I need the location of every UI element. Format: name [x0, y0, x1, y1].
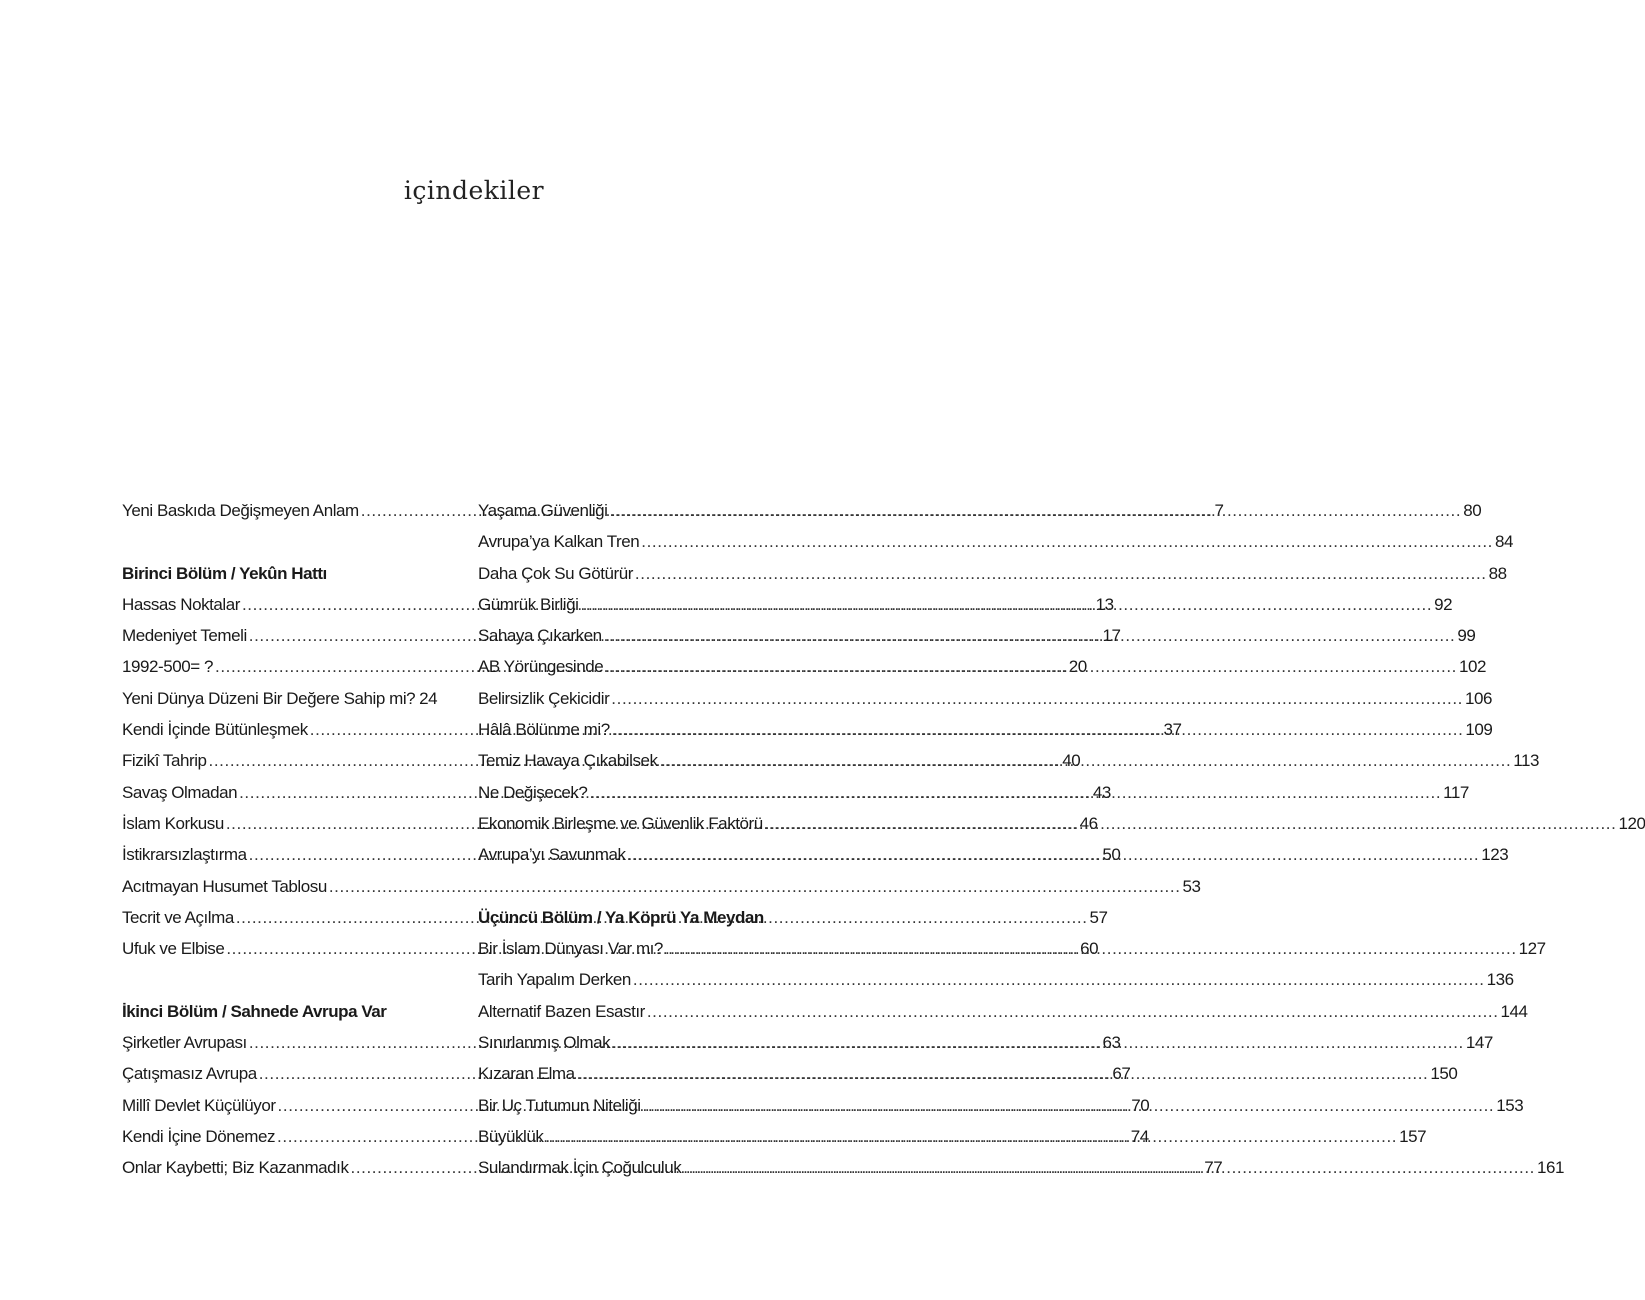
toc-entry-title: Yeni Baskıda Değişmeyen Anlam	[122, 501, 359, 520]
toc-entry-title: Sulandırmak İçin Çoğulculuk	[478, 1158, 682, 1178]
toc-leader-dots	[641, 526, 1493, 557]
toc-page-number: 50	[1102, 845, 1121, 865]
toc-page-number: 150	[1430, 1064, 1458, 1084]
toc-entry[interactable]	[478, 996, 1528, 1027]
toc-leader-dots	[577, 1058, 1429, 1089]
toc-entry-title: Kendi İçinde Bütünleşmek	[122, 720, 308, 740]
toc-page-number: 37	[1163, 720, 1182, 740]
toc-page-number: 67	[1112, 1064, 1131, 1084]
toc-entry-title: Temiz Havaya Çıkabilsek	[478, 751, 658, 771]
toc-entry-title: AB Yörüngesinde	[478, 657, 604, 677]
toc-entry-title: Tecrit ve Açılma	[122, 907, 234, 927]
toc-leader-dots	[545, 1121, 1397, 1152]
toc-page-number: 123	[1481, 845, 1509, 865]
toc-entry[interactable]	[122, 683, 438, 714]
toc-page-number: 84	[1494, 532, 1513, 552]
section-spacer	[478, 871, 792, 902]
toc-entry-title: Fizikî Tahrip	[122, 751, 207, 771]
toc-page-number: 147	[1465, 1033, 1493, 1053]
toc-page-number: 57	[1089, 907, 1108, 927]
toc-leader-dots	[660, 745, 1512, 776]
toc-page-number: 24	[419, 688, 438, 708]
toc-page-number: 88	[1488, 563, 1507, 583]
toc-leader-dots	[683, 1152, 1535, 1183]
toc-entry[interactable]	[478, 526, 1513, 557]
toc-entry-title: Bir İslam Dünyası Var mı?	[478, 939, 663, 959]
toc-leader-dots	[635, 558, 1487, 589]
toc-entry-title: Belirsizlik Çekicidir	[478, 688, 610, 708]
toc-entry[interactable]	[478, 964, 1514, 995]
toc-entry-title: Kızaran Elma	[478, 1064, 575, 1084]
toc-entry[interactable]	[478, 495, 1482, 526]
toc-entry-title: Ufuk ve Elbise	[122, 939, 225, 959]
toc-page-number: 7	[1214, 501, 1224, 520]
toc-page-number: 109	[1465, 720, 1493, 740]
toc-leader-dots	[589, 777, 1441, 808]
toc-entry[interactable]	[478, 683, 1493, 714]
toc-page-number: 113	[1513, 751, 1540, 771]
toc-entry-title: Hâlâ Bölünme mi?	[478, 720, 610, 740]
section-spacer	[122, 526, 428, 557]
toc-leader-dots	[628, 839, 1480, 870]
toc-leader-dots	[665, 933, 1517, 964]
toc-page-number: 53	[1182, 876, 1201, 896]
toc-page-number: 144	[1500, 1001, 1528, 1021]
toc-entry-title: Avrupa’yı Savunmak	[478, 845, 626, 865]
toc-page-number: 74	[1130, 1126, 1149, 1146]
toc-entry-title: Avrupa’ya Kalkan Tren	[478, 532, 640, 552]
toc-page-number: 60	[1080, 939, 1099, 959]
toc-page-number: 92	[1434, 594, 1453, 614]
toc-page-number: 102	[1458, 657, 1486, 677]
toc-entry-title: Gümrük Birliği	[478, 594, 579, 614]
toc-page-number: 99	[1457, 626, 1476, 646]
toc-leader-dots	[604, 620, 1456, 651]
toc-entry-title: Savaş Olmadan	[122, 782, 238, 802]
toc-entry-title: Hassas Noktalar	[122, 594, 240, 614]
toc-entry-title: Bir Uç Tutumun Niteliği	[478, 1095, 641, 1115]
toc-entry-title: İslam Korkusu	[122, 813, 224, 833]
toc-entry-title: Sınırlanmış Olmak	[478, 1033, 611, 1053]
toc-entry-title: Ekonomik Birleşme ve Güvenlik Faktörü	[478, 813, 763, 833]
toc-page-number: 120	[1618, 813, 1645, 833]
page-title: içindekiler	[403, 176, 545, 205]
toc-entry-title: Tarih Yapalım Derken	[478, 970, 631, 990]
toc-entry[interactable]	[478, 558, 1507, 589]
section-header: İkinci Bölüm / Sahnede Avrupa Var	[122, 1001, 387, 1021]
toc-entry-title: Yaşama Güvenliği	[478, 501, 608, 520]
toc-page-number: 127	[1518, 939, 1546, 959]
toc-entry-title: 1992-500= ?	[122, 657, 213, 677]
toc-entry-title: Ne Değişecek?	[478, 782, 588, 802]
toc-page-number: 117	[1443, 782, 1469, 802]
toc-page-number: 40	[1062, 751, 1081, 771]
toc-leader-dots	[647, 996, 1499, 1027]
toc-leader-dots	[610, 495, 1462, 526]
toc-page-number: 80	[1463, 501, 1482, 520]
toc-leader-dots	[612, 714, 1464, 745]
toc-page-number: 77	[1204, 1158, 1223, 1178]
toc-page-number: 13	[1095, 594, 1114, 614]
toc-entry-title: Acıtmayan Husumet Tablosu	[122, 876, 327, 896]
toc-entry-title: Şirketler Avrupası	[122, 1033, 247, 1053]
toc-page-number: 106	[1465, 688, 1493, 708]
toc-entry-title: Çatışmasız Avrupa	[122, 1064, 257, 1084]
toc-leader-dots	[643, 1090, 1495, 1121]
toc-entry-title: Millî Devlet Küçülüyor	[122, 1095, 276, 1115]
toc-entry-title: İstikrarsızlaştırma	[122, 845, 247, 865]
toc-entry-title: Daha Çok Su Götürür	[478, 563, 633, 583]
toc-page-number: 136	[1486, 970, 1514, 990]
toc-leader-dots	[605, 651, 1457, 682]
toc-page-number: 43	[1092, 782, 1111, 802]
toc-page-number: 20	[1068, 657, 1087, 677]
toc-page-number: 153	[1496, 1095, 1524, 1115]
toc-leader-dots	[765, 808, 1617, 839]
toc-leader-dots	[611, 683, 1463, 714]
section-header: Üçüncü Bölüm / Ya Köprü Ya Meydan	[478, 907, 764, 927]
toc-entry-title: Medeniyet Temeli	[122, 626, 247, 646]
toc-entry-title: Onlar Kaybetti; Biz Kazanmadık	[122, 1158, 349, 1178]
toc-leader-dots	[633, 964, 1485, 995]
toc-page-number: 157	[1399, 1126, 1427, 1146]
toc-entry-title: Sahaya Çıkarken	[478, 626, 602, 646]
toc-entry-title: Yeni Dünya Düzeni Bir Değere Sahip mi?	[122, 688, 416, 708]
toc-entry[interactable]	[122, 871, 1201, 902]
toc-page-number: 17	[1102, 626, 1121, 646]
toc-page-number: 161	[1537, 1158, 1565, 1178]
toc-leader-dots	[612, 1027, 1464, 1058]
toc-page-number: 70	[1131, 1095, 1150, 1115]
toc-entry-title: Alternatif Bazen Esastır	[478, 1001, 645, 1021]
toc-entry-title: Kendi İçine Dönemez	[122, 1126, 276, 1146]
toc-entry-title: Büyüklük	[478, 1126, 544, 1146]
toc-page-number: 46	[1079, 813, 1098, 833]
section-header: Birinci Bölüm / Yekûn Hattı	[122, 563, 327, 583]
section-spacer	[122, 964, 428, 995]
toc-leader-dots	[580, 589, 1432, 620]
toc-page-number: 63	[1102, 1033, 1121, 1053]
